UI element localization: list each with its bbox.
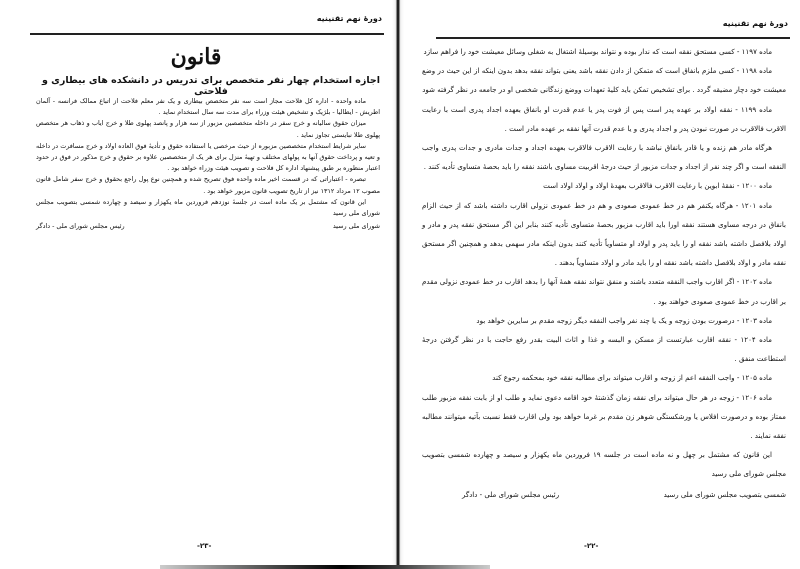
right-page [404,0,800,569]
article-paragraph: ماده ۱۲۰۳ - درصورت بودن زوجه و یک یا چند نفر واجب النفقه دیگر زوجه مقدم بر سایرین خواهد بود [476,315,772,325]
article-paragraph: ماده ۱۲۰۶ - زوجه در هر حال میتواند برای نفقه زمان گذشتهٔ خود اقامه دعوی نماید و طلب او از بابت نفقه مزبور طلب ممتاز بوده و درصورت افلاس یا ورشکستگی شوهر زن مقدم بر غرما خواهد بود ولی اقارب فقط نسبت بآتیه میتوانند مطالبه نفقه نمایند . [422,392,786,441]
signer-text: رئیس مجلس شورای ملی - دادگر [462,490,560,499]
paragraph: میزان حقوق سالیانه و خرج سفر در داخله متخصصین مزبور از سه هزار و پانصد پهلوی طلا و خرج ایاب و ذهاب هر متخصص پهلوی طلا نبایستی تجاوز نماید . [36,119,380,139]
law-title: قانون [170,44,222,70]
paragraph: تبصره - اعتباراتی که در قسمت اخیر ماده واحده فوق تصریح شده و همچنین نوع پول راجع بحقوق و خرج سفر شامل قانون مصوب ۱۲ مرداد ۱۳۱۲ نیز از تاریخ تصویب قانون مزبور خواهد بود . [36,175,380,195]
running-head: دورهٔ نهم تقنینیه [316,14,382,23]
article-paragraph: ماده ۱۱۹۸ - کسی ملزم بانفاق است که متمکن از دادن نفقه باشد یعنی بتواند نفقه بدهد بدون اینکه از این حیث در وضع معیشت خود دچار مضیقه گردد . برای تشخیص تمکن باید کلیهٔ تعهدات ووضع زندگانی شخصی او در جامعه در نظر گرفته شود [422,66,786,95]
signature-row [36,221,380,232]
signer-text: رئیس مجلس شورای ملی - دادگر [36,222,125,231]
article-paragraph: ماده ۱۱۹۷ - کسی مستحق نفقه است که ندار بوده و نتواند بوسیلهٔ اشتغال به شغلی وسائل معیشت خود را فراهم سازد [423,47,772,56]
paragraph: سایر شرایط استخدام متخصصین مزبوره از حیث مرخصی یا استفاده حقوق و تأدیهٔ فوق العاده اولاد و خرج مسافرت در داخله و تعیه و پرداخت حقوق آنها به پولهای مختلف و تهیهٔ منزل برای هر یک از متخصصین علاوه بر حقوق و خرج مذکور در فوق در حدود اعتبار منظوره بر طبق پیشنهاد اداره کل فلاحت و تصویب هیئت وزراء خواهد بود . [36,141,380,173]
running-head: دورهٔ نهم تقنینیه [722,19,788,28]
paragraph: ماده واحده - اداره کل فلاحت مجاز است سه نفر متخصص بیطاری و یک نفر معلم فلاحت از اتباع ممالک فرانسه - آلمان اطریش - ایطالیا - بلژیک و تشخیص هیئت وزراء برای مدت سه سال استخدام نماید . [36,97,380,117]
approval-text: شمسی بتصویب مجلس شورای ملی رسید [663,490,786,499]
signature-row [422,486,786,505]
article-paragraph: ماده ۱۲۰۲ - اگر اقارب واجب النفقه متعدد باشند و منفق نتواند نفقه همهٔ آنها را بدهد اقارب در خط عمودی نزولی مقدم بر اقارب در خط عمودی صعودی خواهند بود . [422,277,786,306]
book-spine [392,0,404,569]
left-page [0,0,392,569]
article-paragraph: هرگاه مادر هم زنده و یا قادر بانفاق نباشد با رعایت الاقرب فالاقرب بعهده اجداد و جدات مادری و جدات پدری واجب النفقه است و اگر چند نفر از اجداد و جدات مزبور از حیث درجهٔ اقربیت مساوی باشند نفقه را باید بحصهٔ متساوی تأدیه کنند . [422,143,786,172]
article-paragraph: این قانون که مشتمل بر چهل و نه ماده است در جلسه ۱۹ فروردین ماه یکهزار و سیصد و چهارده شمسی بتصویب مجلس شورای ملی رسید [422,450,786,479]
approval-text: شورای ملی رسید [332,222,380,231]
page-number: -۲۳- [197,542,212,550]
article-paragraph: ماده ۱۲۰۰ - نفقهٔ ابوین با رعایت الاقرب فالاقرب بعهدهٔ اولاد و اولاد اولاد است [543,181,772,191]
article-paragraph: ماده ۱۱۹۹ - نفقه اولاد بر عهده پدر است پس از فوت پدر یا عدم قدرت او بانفاق بعهده اجداد پدری است با رعایت الاقرب فالاقرب در صورت نبودن پدر و اجداد پدری و یا عدم قدرت آنها نفقه بر عهده مادر است . [422,104,786,133]
header-rule [436,37,790,39]
articles-body [422,42,786,505]
article-paragraph: ماده ۱۲۰۱ - هرگاه یکنفر هم در خط عمودی صعودی و هم در خط عمودی نزولی اقارب داشته باشد که از حیث الزام بانفاق در درجه مساوی هستند نفقه اورا باید اقارب مزبور بحصهٔ متساوی تأدیه کنند بنابر این اگر مستحق نفقه پدر و مادر و اولاد بلافصل داشته باشد نفقه او را باید پدر و اولاد او متساویاً تأدیه کنند بدون اینکه مادر سهمی بدهد و همچنین اگر مستحق نفقه مادر و اولاد بلافصل داشته باشد نفقه او را باید مادر و اولاد متساویاً بدهند . [422,200,786,268]
page-number: -۲۲- [584,542,599,550]
law-body [36,96,380,232]
header-rule [30,33,384,35]
article-paragraph: ماده ۱۲۰۵ - واجب النفقه اعم از زوجه و اقارب میتواند برای مطالبه نفقه خود بمحکمه رجوع کند [492,373,772,383]
page-bottom-edge [160,565,490,569]
paragraph: این قانون که مشتمل بر یک ماده است در جلسهٔ نوزدهم فروردین ماه یکهزار و سیصد و چهارده شمسی بتصویب مجلس شورای ملی رسید [36,197,380,218]
law-subtitle: اجازه استخدام چهار نفر متخصص برای تدریس در دانشکده های بیطاری و فلاحتی [41,75,381,97]
article-paragraph: ماده ۱۲۰۴ - نفقه اقارب عبارتست از مسکن و البسه و غذا و اثاث البیت بقدر رفع حاجت با در نظر گرفتن درجهٔ استطاعت منفق . [422,335,786,364]
